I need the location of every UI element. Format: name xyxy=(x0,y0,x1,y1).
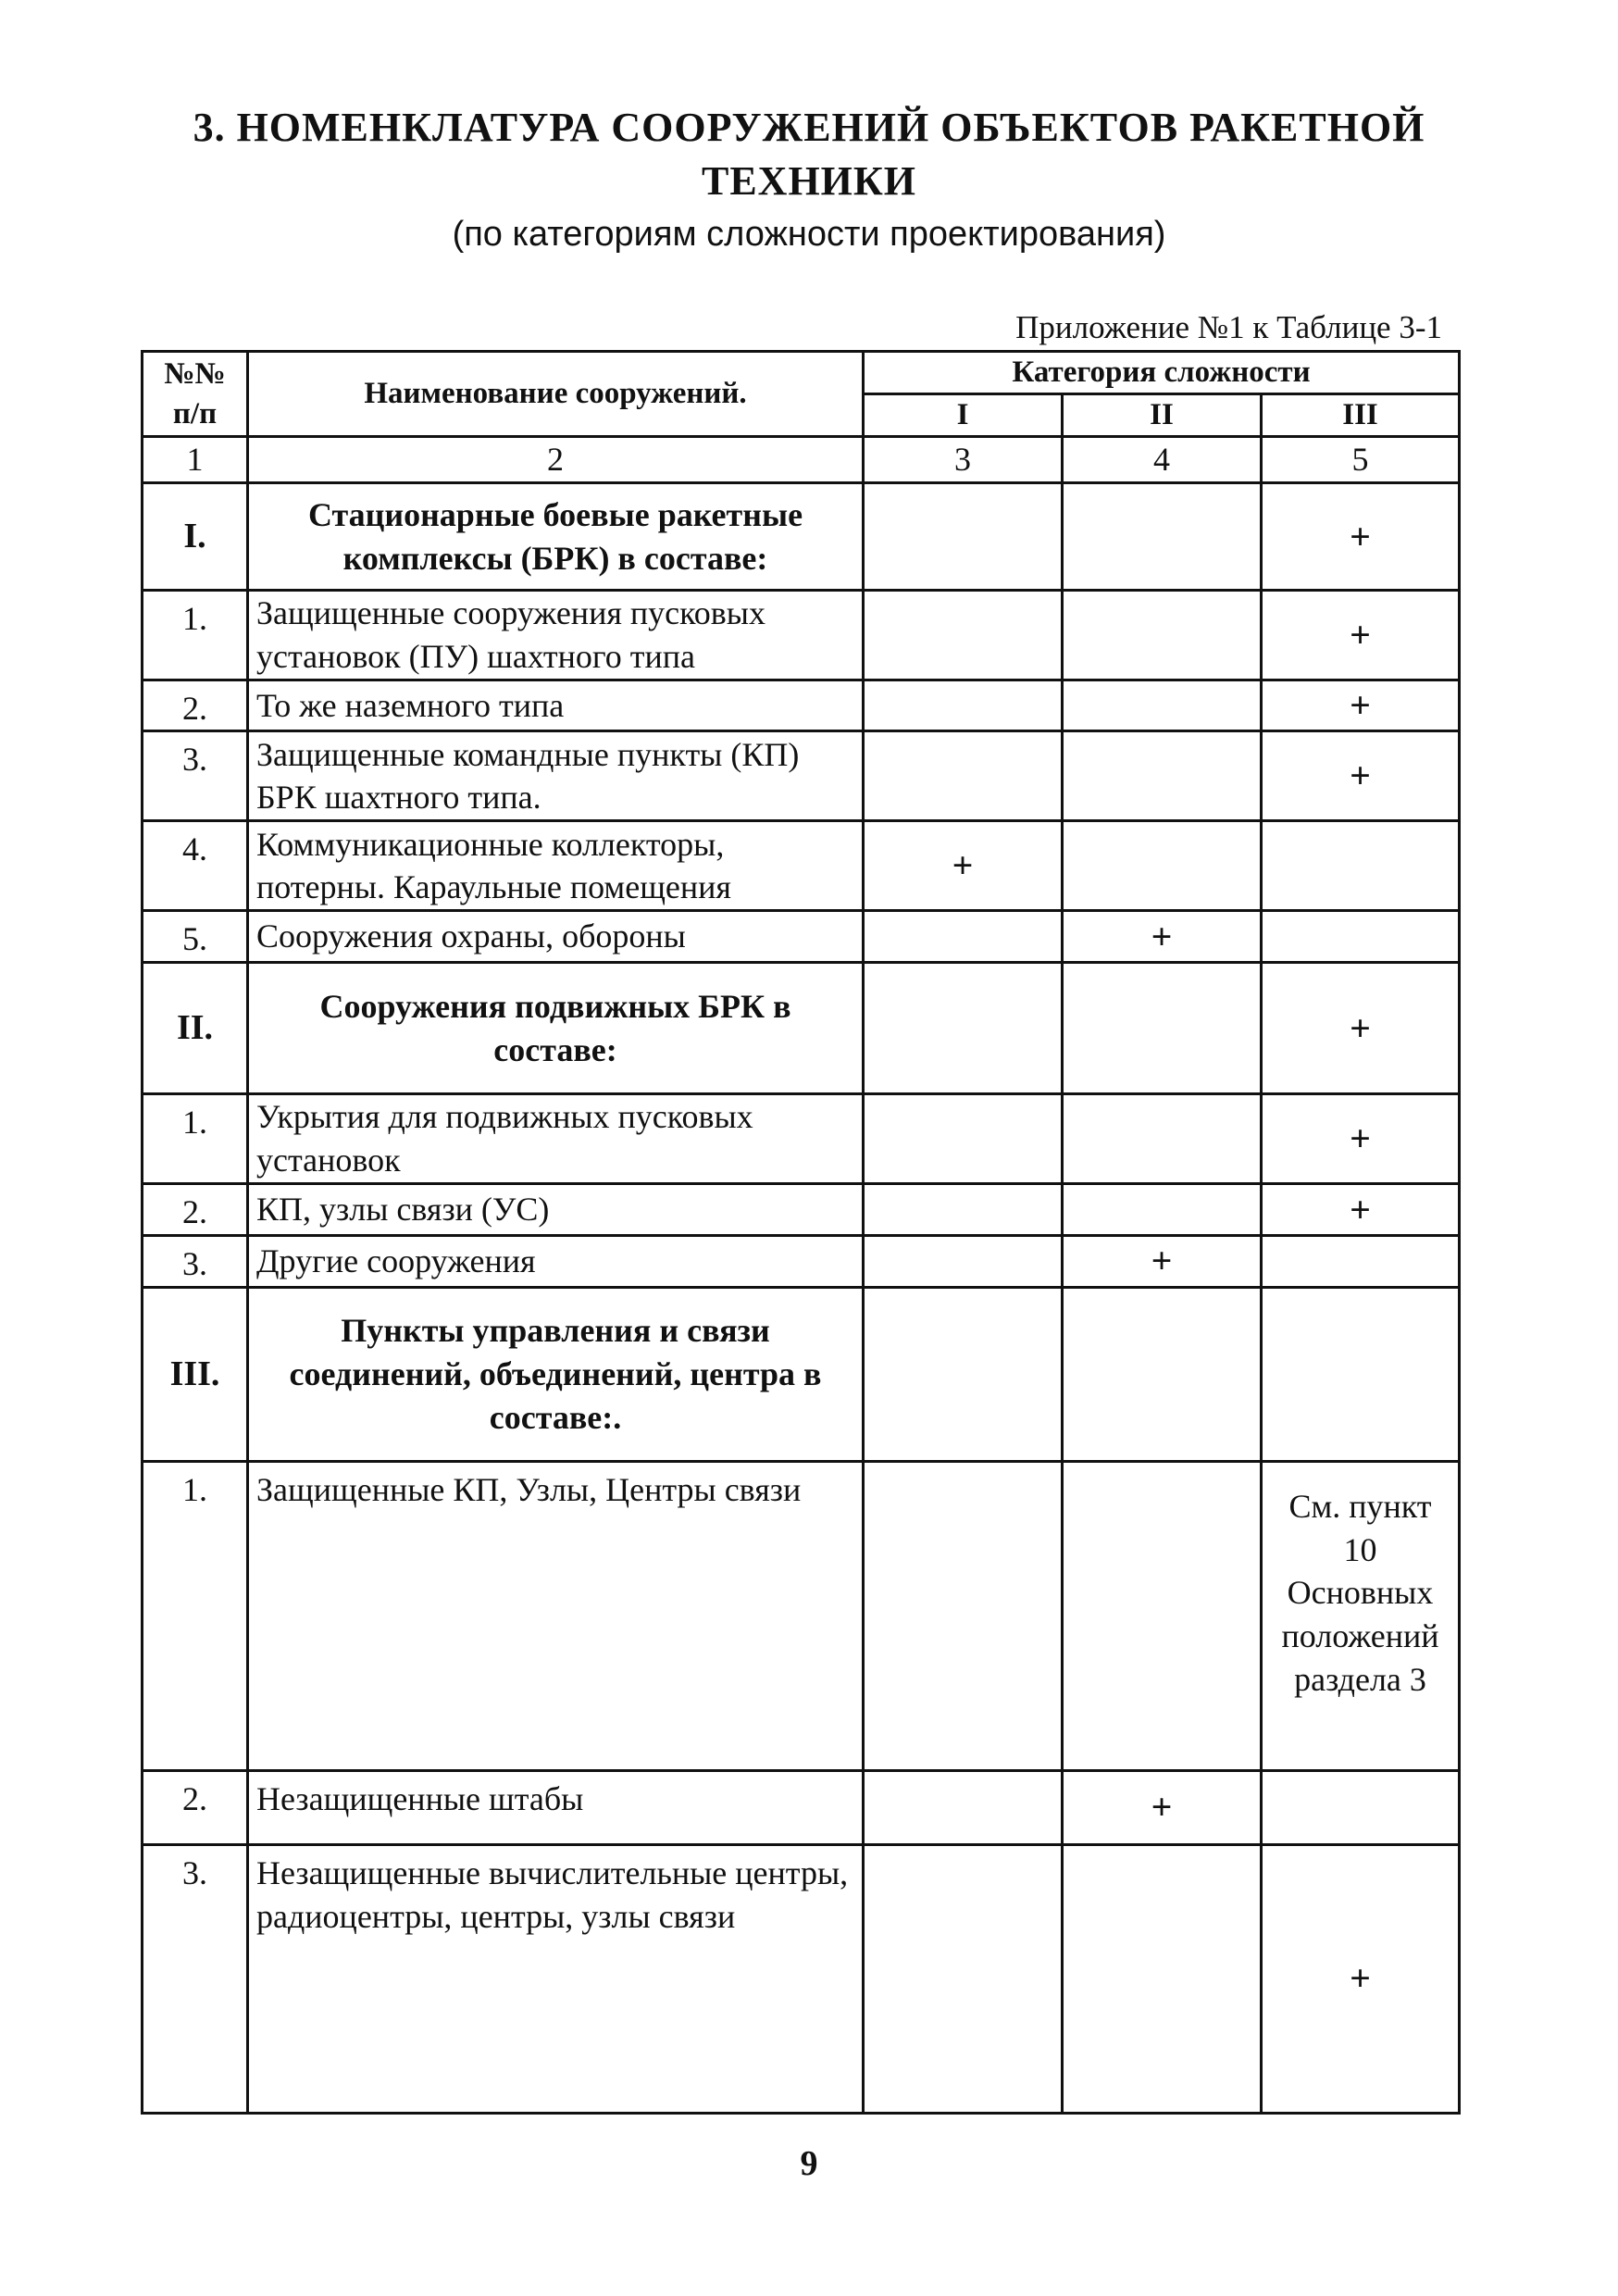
cat2-mark xyxy=(1063,731,1262,821)
cat3-mark xyxy=(1262,1235,1460,1287)
document-subtitle: (по категориям сложности проектирования) xyxy=(452,215,1166,254)
row-number: 1. xyxy=(143,591,248,680)
cat1-mark xyxy=(864,1461,1063,1770)
row-number: 2. xyxy=(143,1770,248,1844)
header-cat1: I xyxy=(864,394,1063,437)
row-number: 3. xyxy=(143,731,248,821)
index-cell: 1 xyxy=(143,437,248,483)
cat3-mark: + xyxy=(1262,680,1460,731)
cat3-mark: + xyxy=(1262,731,1460,821)
structure-name: То же наземного типа xyxy=(248,680,864,731)
index-cell: 2 xyxy=(248,437,864,483)
cat2-mark: + xyxy=(1063,1235,1262,1287)
table-row xyxy=(143,1287,1460,1461)
section-heading: Стационарные боевые ракетные комплексы (БРК) в составе: xyxy=(248,483,864,591)
cat3-mark: + xyxy=(1262,963,1460,1094)
cat3-mark xyxy=(1262,1287,1460,1461)
cat3-mark: + xyxy=(1262,1184,1460,1236)
cat2-mark xyxy=(1063,1844,1262,2113)
row-number: 2. xyxy=(143,1184,248,1236)
document-title-line2: ТЕХНИКИ xyxy=(701,158,917,204)
cat1-mark xyxy=(864,1235,1063,1287)
table-row xyxy=(143,680,1460,731)
row-number: II. xyxy=(143,963,248,1094)
table-row xyxy=(143,1770,1460,1844)
header-num: №№ п/п xyxy=(143,352,248,437)
structure-name: Незащищенные штабы xyxy=(248,1770,864,1844)
cat1-mark xyxy=(864,1770,1063,1844)
cat3-mark xyxy=(1262,1770,1460,1844)
structure-name: Другие сооружения xyxy=(248,1235,864,1287)
table-row xyxy=(143,1461,1460,1770)
cat2-mark xyxy=(1063,680,1262,731)
structure-name: КП, узлы связи (УС) xyxy=(248,1184,864,1236)
row-number: 1. xyxy=(143,1094,248,1184)
table-row xyxy=(143,591,1460,680)
cat1-mark xyxy=(864,680,1063,731)
row-number: 3. xyxy=(143,1844,248,2113)
row-number: III. xyxy=(143,1287,248,1461)
cat2-mark xyxy=(1063,821,1262,911)
structure-name: Коммуникационные коллекторы, потерны. Караульные помещения xyxy=(248,821,864,911)
cat2-mark xyxy=(1063,1461,1262,1770)
table-row xyxy=(143,821,1460,911)
structure-name: Незащищенные вычислительные центры, радиоцентры, центры, узлы связи xyxy=(248,1844,864,2113)
header-name: Наименование сооружений. xyxy=(248,352,864,437)
table-row xyxy=(143,1844,1460,2113)
cat3-mark xyxy=(1262,821,1460,911)
section-heading: Пункты управления и связи соединений, объединений, центра в составе:. xyxy=(248,1287,864,1461)
cat1-mark xyxy=(864,911,1063,963)
table-row xyxy=(143,963,1460,1094)
index-row xyxy=(143,437,1460,483)
cat1-mark xyxy=(864,591,1063,680)
table-row xyxy=(143,731,1460,821)
cat1-mark xyxy=(864,1844,1063,2113)
table-row xyxy=(143,1184,1460,1236)
row-number: 1. xyxy=(143,1461,248,1770)
document-title-line1: 3. НОМЕНКЛАТУРА СООРУЖЕНИЙ ОБЪЕКТОВ РАКЕТНОЙ xyxy=(193,105,1425,150)
header-category: Категория сложности xyxy=(864,352,1460,394)
cat2-mark: + xyxy=(1063,911,1262,963)
cat2-mark xyxy=(1063,1094,1262,1184)
structure-name: Защищенные сооружения пусковых установок (ПУ) шахтного типа xyxy=(248,591,864,680)
row-number: 3. xyxy=(143,1235,248,1287)
cat1-mark xyxy=(864,963,1063,1094)
structure-name: Защищенные командные пункты (КП) БРК шахтного типа. xyxy=(248,731,864,821)
table-row xyxy=(143,1094,1460,1184)
cat1-mark xyxy=(864,1094,1063,1184)
index-cell: 4 xyxy=(1063,437,1262,483)
table-row xyxy=(143,1235,1460,1287)
index-cell: 3 xyxy=(864,437,1063,483)
appendix-label: Приложение №1 к Таблице 3-1 xyxy=(1015,309,1442,345)
cat2-mark xyxy=(1063,963,1262,1094)
cat3-mark: + xyxy=(1262,591,1460,680)
cat3-mark: + xyxy=(1262,483,1460,591)
cat2-mark xyxy=(1063,1287,1262,1461)
header-cat3: III xyxy=(1262,394,1460,437)
row-number: 4. xyxy=(143,821,248,911)
cat1-mark xyxy=(864,1184,1063,1236)
cat3-mark xyxy=(1262,911,1460,963)
cat3-note: См. пункт 10 Основных положений раздела 3 xyxy=(1262,1461,1460,1770)
cat1-mark xyxy=(864,731,1063,821)
structure-name: Защищенные КП, Узлы, Центры связи xyxy=(248,1461,864,1770)
row-number: 2. xyxy=(143,680,248,731)
cat1-mark xyxy=(864,483,1063,591)
structure-name: Укрытия для подвижных пусковых установок xyxy=(248,1094,864,1184)
row-number: 5. xyxy=(143,911,248,963)
cat3-mark: + xyxy=(1262,1844,1460,2113)
index-cell: 5 xyxy=(1262,437,1460,483)
structure-name: Сооружения охраны, обороны xyxy=(248,911,864,963)
cat2-mark: + xyxy=(1063,1770,1262,1844)
cat1-mark xyxy=(864,1287,1063,1461)
cat2-mark xyxy=(1063,1184,1262,1236)
table-row xyxy=(143,911,1460,963)
cat3-mark: + xyxy=(1262,1094,1460,1184)
row-number: I. xyxy=(143,483,248,591)
table-row xyxy=(143,483,1460,591)
nomenclature-table xyxy=(141,350,1461,2115)
cat2-mark xyxy=(1063,591,1262,680)
header-cat2: II xyxy=(1063,394,1262,437)
cat1-mark: + xyxy=(864,821,1063,911)
page-number: 9 xyxy=(800,2144,818,2183)
cat2-mark xyxy=(1063,483,1262,591)
header-row xyxy=(143,352,1460,394)
section-heading: Сооружения подвижных БРК в составе: xyxy=(248,963,864,1094)
